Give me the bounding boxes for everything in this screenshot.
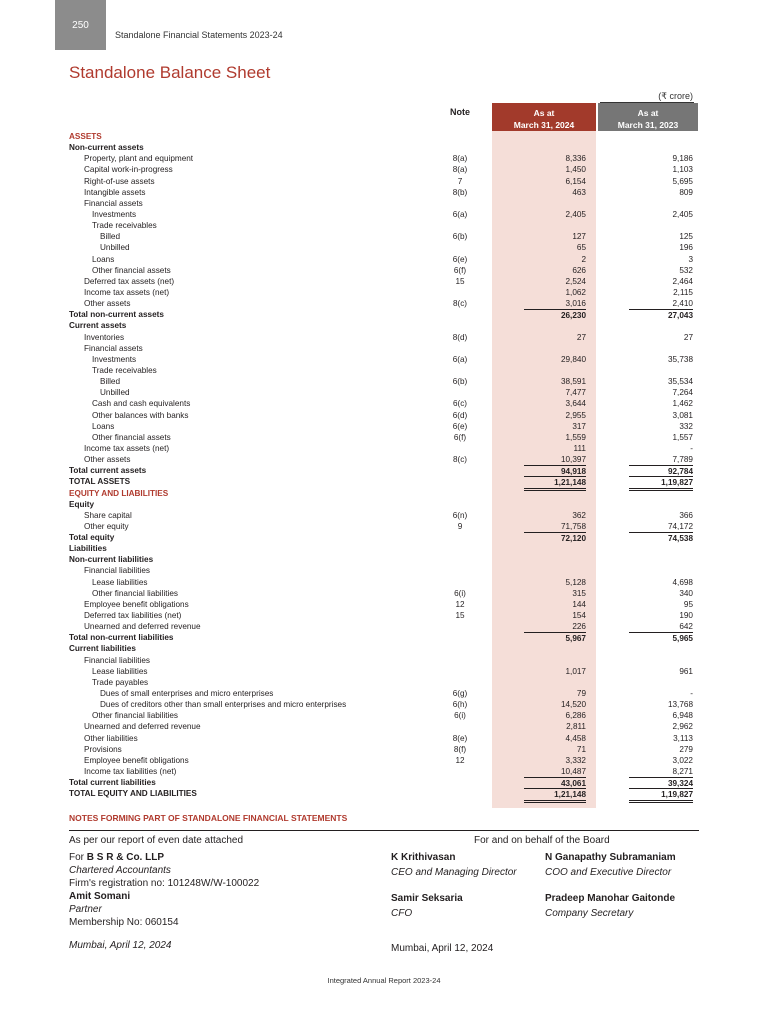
current-year-value: 1,017	[565, 666, 586, 676]
currency-unit: (₹ crore)	[658, 91, 693, 101]
current-year-value: 5,967	[524, 632, 586, 644]
row-label: Unbilled	[100, 388, 130, 398]
row-label: Total non-current assets	[69, 310, 164, 320]
row-note: 9	[457, 521, 463, 531]
table-row	[69, 454, 699, 465]
coo-block	[545, 851, 676, 879]
row-label: Dues of creditors other than small enterprises and micro enterprises	[100, 700, 347, 710]
row-label: Total equity	[69, 533, 115, 543]
row-label: Share capital	[84, 510, 132, 520]
current-year-value: 10,397	[524, 454, 586, 466]
table-row	[69, 721, 699, 732]
previous-year-value: -	[690, 443, 693, 453]
notes-forming-part: NOTES FORMING PART OF STANDALONE FINANCIAL STATEMENTS	[69, 813, 348, 823]
table-row	[69, 733, 699, 744]
table-row	[69, 365, 699, 376]
previous-year-value: 961	[679, 666, 693, 676]
table-row	[69, 276, 699, 287]
partner-role: Partner	[69, 904, 102, 915]
table-row	[69, 242, 699, 253]
table-row	[69, 220, 699, 231]
previous-year-value: 279	[679, 744, 693, 754]
table-row	[69, 198, 699, 209]
row-note: 8(f)	[453, 744, 467, 754]
previous-year-value: 5,965	[629, 632, 693, 644]
row-label: Dues of small enterprises and micro enterprises	[100, 689, 274, 699]
row-label: Inventories	[84, 332, 125, 342]
row-note: 8(a)	[452, 154, 468, 164]
previous-year-value: 332	[679, 421, 693, 431]
previous-year-value: 642	[629, 621, 693, 633]
current-year-value: 127	[572, 232, 586, 242]
previous-year-value: 74,172	[629, 521, 693, 533]
board-place-date: Mumbai, April 12, 2024	[391, 943, 494, 954]
previous-year-value: 3,081	[672, 410, 693, 420]
firm-name: B S R & Co. LLP	[86, 852, 165, 863]
row-note: 6(e)	[452, 254, 468, 264]
row-label: Employee benefit obligations	[84, 599, 189, 609]
row-label: TOTAL EQUITY AND LIABILITIES	[69, 789, 197, 799]
current-year-value: 1,450	[565, 165, 586, 175]
table-row	[69, 265, 699, 276]
current-year-value: 4,458	[565, 733, 586, 743]
table-row	[69, 688, 699, 699]
current-year-value: 1,21,148	[524, 476, 586, 491]
current-year-value: 144	[572, 599, 586, 609]
current-year-value: 38,591	[560, 377, 586, 387]
row-label: Income tax assets (net)	[84, 287, 170, 297]
table-row	[69, 209, 699, 220]
row-note: 6(g)	[452, 689, 468, 699]
previous-year-value: 13,768	[667, 700, 693, 710]
row-label: Current liabilities	[69, 644, 136, 654]
row-note: 15	[455, 611, 465, 621]
previous-year-value: 1,557	[672, 432, 693, 442]
row-label: Property, plant and equipment	[84, 154, 194, 164]
current-year-value: 94,918	[524, 465, 586, 477]
table-row	[69, 421, 699, 432]
current-year-value: 1,21,148	[524, 788, 586, 803]
previous-year-value: 340	[679, 588, 693, 598]
previous-year-header-line2: March 31, 2023	[617, 120, 679, 130]
current-year-value: 14,520	[560, 700, 586, 710]
current-year-value: 317	[572, 421, 586, 431]
previous-year-value: 1,462	[672, 399, 693, 409]
previous-year-value: 2,962	[672, 722, 693, 732]
current-year-value: 79	[576, 689, 586, 699]
current-year-value: 3,016	[524, 298, 586, 310]
row-note: 7	[457, 176, 463, 186]
row-note: 6(f)	[453, 432, 467, 442]
page-footer: Integrated Annual Report 2023-24	[327, 976, 441, 985]
current-year-value: 8,336	[565, 154, 586, 164]
current-year-value: 362	[572, 510, 586, 520]
row-label: Intangible assets	[84, 187, 146, 197]
table-row	[69, 565, 699, 576]
table-row	[69, 287, 699, 298]
row-label: Investments	[92, 209, 137, 219]
row-note: 12	[455, 599, 465, 609]
current-year-value: 111	[573, 443, 586, 453]
previous-year-value: 2,464	[672, 276, 693, 286]
row-note: 6(c)	[452, 399, 468, 409]
row-label: Other financial assets	[92, 432, 171, 442]
previous-year-value: 7,789	[629, 454, 693, 466]
row-label: ASSETS	[69, 132, 102, 141]
previous-year-value: 2,405	[672, 209, 693, 219]
table-row	[69, 677, 699, 688]
table-row	[69, 621, 699, 632]
table-row	[69, 320, 699, 331]
row-label: Cash and cash equivalents	[92, 399, 191, 409]
table-row	[69, 343, 699, 354]
table-row	[69, 632, 699, 643]
table-row	[69, 164, 699, 175]
row-label: Other financial liabilities	[92, 711, 179, 721]
table-row	[69, 254, 699, 265]
row-note: 6(b)	[452, 377, 468, 387]
page-number: 250	[72, 19, 89, 31]
table-row	[69, 643, 699, 654]
row-label: Loans	[92, 254, 115, 264]
table-row	[69, 655, 699, 666]
current-year-value: 71,758	[524, 521, 586, 533]
table-row	[69, 476, 699, 487]
table-row	[69, 142, 699, 153]
firm-prefix: For	[69, 852, 87, 863]
current-year-header-line2: March 31, 2024	[513, 120, 575, 130]
row-label: Non-current assets	[69, 143, 144, 153]
row-label: Unbilled	[100, 243, 130, 253]
row-label: Liabilities	[69, 544, 107, 554]
row-label: Current assets	[69, 321, 127, 331]
firm-registration: Firm's registration no: 101248W/W-100022	[69, 878, 260, 889]
previous-year-value: 190	[679, 611, 693, 621]
row-note: 8(e)	[452, 733, 468, 743]
table-row	[69, 298, 699, 309]
row-note: 8(a)	[452, 165, 468, 175]
row-label: Financial liabilities	[84, 566, 150, 576]
previous-year-value: 366	[679, 510, 693, 520]
previous-year-value: 125	[679, 232, 693, 242]
cfo-block	[391, 892, 463, 920]
table-row	[69, 666, 699, 677]
row-note: 12	[455, 755, 465, 765]
table-row	[69, 398, 699, 409]
previous-year-header-line1: As at	[637, 108, 659, 118]
row-label: Total current liabilities	[69, 778, 156, 788]
row-label: Employee benefit obligations	[84, 755, 189, 765]
coo-role: COO and Executive Director	[545, 867, 672, 878]
row-note: 6(f)	[453, 265, 467, 275]
row-label: Unearned and deferred revenue	[84, 722, 201, 732]
previous-year-value: 532	[679, 265, 693, 275]
previous-year-value: 27	[683, 332, 693, 342]
cs-role: Company Secretary	[545, 908, 634, 919]
row-label: Lease liabilities	[92, 666, 148, 676]
table-row	[69, 744, 699, 755]
row-label: EQUITY AND LIABILITIES	[69, 488, 169, 498]
previous-year-value: 2,115	[673, 287, 693, 297]
row-label: Other assets	[84, 455, 131, 465]
row-label: Financial assets	[84, 343, 143, 353]
table-row	[69, 499, 699, 510]
table-row	[69, 599, 699, 610]
previous-year-value: 6,948	[672, 711, 693, 721]
current-year-value: 6,154	[565, 176, 586, 186]
table-row	[69, 176, 699, 187]
table-row	[69, 510, 699, 521]
table-row	[69, 354, 699, 365]
ceo-name: K Krithivasan	[391, 852, 456, 863]
auditor-intro: As per our report of even date attached	[69, 835, 243, 846]
table-row	[69, 309, 699, 320]
table-row	[69, 443, 699, 454]
row-note: 6(a)	[452, 354, 468, 364]
previous-year-value: 2,410	[629, 298, 693, 310]
board-intro: For and on behalf of the Board	[474, 835, 610, 846]
row-note: 6(b)	[452, 232, 468, 242]
previous-year-value: 3,113	[673, 733, 693, 743]
row-note: 8(b)	[452, 187, 468, 197]
current-year-value: 5,128	[565, 577, 586, 587]
previous-year-value: 3	[688, 254, 693, 264]
ceo-role: CEO and Managing Director	[391, 867, 517, 878]
current-year-column-header	[492, 103, 596, 131]
current-year-value: 315	[572, 588, 586, 598]
firm-line	[69, 851, 259, 864]
row-label: Loans	[92, 421, 115, 431]
current-year-value: 2,811	[566, 722, 586, 732]
current-year-value: 6,286	[565, 711, 586, 721]
row-label: Trade receivables	[92, 221, 157, 231]
current-year-value: 463	[572, 187, 586, 197]
current-year-header-line1: As at	[533, 108, 555, 118]
row-note: 8(d)	[452, 332, 468, 342]
ceo-block	[391, 851, 517, 879]
row-label: Lease liabilities	[92, 577, 148, 587]
row-label: Billed	[100, 232, 121, 242]
table-row	[69, 153, 699, 164]
row-label: Equity	[69, 499, 95, 509]
current-year-value: 72,120	[524, 532, 586, 544]
table-row	[69, 610, 699, 621]
current-year-value: 2,524	[565, 276, 586, 286]
row-label: Other liabilities	[84, 733, 138, 743]
current-year-value: 65	[576, 243, 586, 253]
signature-rule	[69, 830, 699, 831]
note-column-header: Note	[450, 107, 470, 117]
row-label: Other assets	[84, 299, 131, 309]
row-label: Right-of-use assets	[84, 176, 155, 186]
table-row	[69, 788, 699, 799]
table-row	[69, 777, 699, 788]
running-title: Standalone Financial Statements 2023-24	[115, 30, 283, 40]
row-note: 6(i)	[454, 588, 466, 598]
previous-year-value: 35,534	[667, 377, 693, 387]
current-year-value: 71	[576, 744, 586, 754]
previous-year-value: 3,022	[672, 755, 693, 765]
table-row	[69, 231, 699, 242]
row-label: Income tax assets (net)	[84, 443, 170, 453]
table-row	[69, 766, 699, 777]
row-label: Trade receivables	[92, 365, 157, 375]
row-note: 8(c)	[452, 299, 468, 309]
current-year-value: 3,644	[565, 399, 586, 409]
partner-name: Amit Somani	[69, 891, 131, 902]
current-year-value: 26,230	[524, 309, 586, 321]
table-row	[69, 432, 699, 443]
previous-year-value: 196	[679, 243, 693, 253]
current-year-value: 226	[524, 621, 586, 633]
current-year-value: 29,840	[560, 354, 586, 364]
row-note: 6(a)	[452, 209, 468, 219]
row-note: 15	[455, 276, 465, 286]
row-label: TOTAL ASSETS	[69, 477, 131, 487]
table-row	[69, 187, 699, 198]
row-label: Total current assets	[69, 466, 147, 476]
row-label: Capital work-in-progress	[84, 165, 173, 175]
previous-year-value: 9,186	[672, 154, 693, 164]
table-row	[69, 465, 699, 476]
previous-year-value: 1,19,827	[629, 476, 693, 491]
previous-year-value: -	[690, 689, 693, 699]
previous-year-value: 7,264	[672, 388, 693, 398]
current-year-value: 154	[572, 611, 586, 621]
row-label: Total non-current liabilities	[69, 633, 174, 643]
row-label: Deferred tax assets (net)	[84, 276, 175, 286]
table-row	[69, 755, 699, 766]
table-row	[69, 521, 699, 532]
company-secretary-block	[545, 892, 675, 920]
firm-type: Chartered Accountants	[69, 865, 171, 876]
balance-sheet-table	[69, 131, 699, 799]
current-year-value: 2,955	[565, 410, 586, 420]
current-year-value: 10,487	[524, 766, 586, 778]
row-label: Financial assets	[84, 198, 143, 208]
current-year-value: 2	[581, 254, 586, 264]
page-title: Standalone Balance Sheet	[69, 63, 271, 82]
current-year-value: 7,477	[565, 388, 586, 398]
table-row	[69, 543, 699, 554]
previous-year-value: 74,538	[629, 532, 693, 544]
previous-year-value: 8,271	[629, 766, 693, 778]
table-row	[69, 699, 699, 710]
previous-year-value: 1,19,827	[629, 788, 693, 803]
row-label: Other equity	[84, 521, 129, 531]
previous-year-value: 809	[679, 187, 693, 197]
previous-year-value: 39,324	[629, 777, 693, 789]
table-row	[69, 376, 699, 387]
row-note: 6(e)	[452, 421, 468, 431]
previous-year-value: 1,103	[672, 165, 693, 175]
current-year-value: 43,061	[524, 777, 586, 789]
row-note: 6(d)	[452, 410, 468, 420]
previous-year-value: 5,695	[672, 176, 693, 186]
previous-year-column-header	[598, 103, 698, 131]
row-label: Other financial liabilities	[92, 588, 179, 598]
row-label: Unearned and deferred revenue	[84, 622, 201, 632]
table-row	[69, 710, 699, 721]
current-year-value: 3,332	[565, 755, 586, 765]
table-row	[69, 554, 699, 565]
auditor-block	[69, 834, 259, 952]
row-label: Other balances with banks	[92, 410, 189, 420]
table-row	[69, 410, 699, 421]
page-number-tab	[55, 0, 106, 50]
cfo-name: Samir Seksaria	[391, 893, 463, 904]
row-label: Investments	[92, 354, 137, 364]
previous-year-value: 4,698	[672, 577, 693, 587]
row-note: 8(c)	[452, 455, 468, 465]
table-row	[69, 387, 699, 398]
row-label: Provisions	[84, 744, 122, 754]
table-row	[69, 488, 699, 499]
cs-name: Pradeep Manohar Gaitonde	[545, 893, 676, 904]
table-row	[69, 131, 699, 142]
row-label: Financial liabilities	[84, 655, 150, 665]
row-label: Other financial assets	[92, 265, 171, 275]
current-year-value: 1,559	[565, 432, 586, 442]
previous-year-value: 95	[683, 599, 693, 609]
row-label: Trade payables	[92, 677, 149, 687]
partner-membership: Membership No: 060154	[69, 917, 179, 928]
auditor-place-date: Mumbai, April 12, 2024	[69, 940, 172, 951]
table-row	[69, 332, 699, 343]
row-note: 6(i)	[454, 711, 466, 721]
coo-name: N Ganapathy Subramaniam	[545, 852, 676, 863]
current-year-value: 27	[576, 332, 586, 342]
previous-year-value: 27,043	[629, 309, 693, 321]
row-label: Deferred tax liabilities (net)	[84, 611, 182, 621]
row-note: 6(h)	[452, 700, 468, 710]
previous-year-value: 92,784	[629, 465, 693, 477]
row-label: Non-current liabilities	[69, 555, 154, 565]
row-label: Income tax liabilities (net)	[84, 767, 177, 777]
row-note: 6(n)	[452, 510, 468, 520]
table-row	[69, 532, 699, 543]
table-row	[69, 577, 699, 588]
current-year-value: 1,062	[565, 287, 586, 297]
table-row	[69, 588, 699, 599]
previous-year-value: 35,738	[667, 354, 693, 364]
current-year-value: 2,405	[565, 209, 586, 219]
current-year-value: 626	[572, 265, 586, 275]
cfo-role: CFO	[391, 908, 413, 919]
row-label: Billed	[100, 377, 121, 387]
